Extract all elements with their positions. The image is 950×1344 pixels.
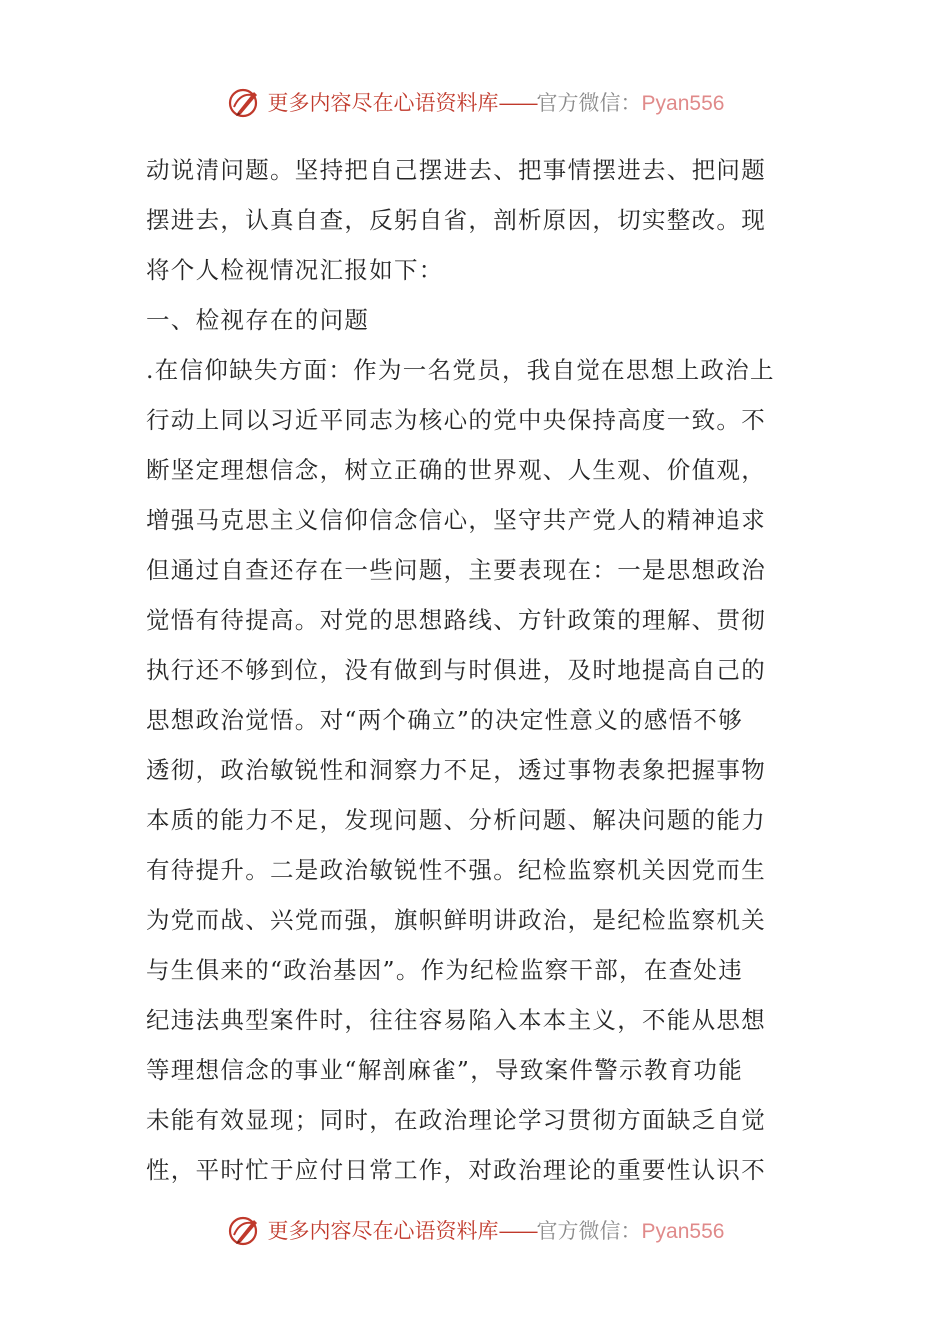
section-heading: 一、检视存在的问题 [146, 306, 370, 334]
body-line-11: 执行还不够到位，没有做到与时俱进，及时地提高自己的 [146, 656, 766, 684]
footer-banner [0, 1211, 950, 1251]
header-separator: —— [498, 90, 537, 115]
body-line-19: 等理想信念的事业“解剖麻雀”，导致案件警示教育功能 [146, 1056, 744, 1084]
body-line-14: 本质的能力不足，发现问题、分析问题、解决问题的能力 [146, 806, 766, 834]
body-line-10: 觉悟有待提高。对党的思想路线、方针政策的理解、贯彻 [146, 606, 766, 634]
body-line-12: 思想政治觉悟。对“两个确立”的决定性意义的感悟不够 [146, 706, 744, 734]
body-line-21: 性，平时忙于应付日常工作，对政治理论的重要性认识不 [146, 1156, 766, 1184]
body-line-9: 但通过自查还存在一些问题，主要表现在：一是思想政治 [146, 556, 766, 584]
body-line-18: 纪违法典型案件时，往往容易陷入本本主义，不能从思想 [146, 1006, 766, 1034]
body-line-8: 增强马克思主义信仰信念信心，坚守共产党人的精神追求 [146, 506, 766, 534]
body-line-5: .在信仰缺失方面：作为一名党员，我自觉在思想上政治上 [146, 356, 775, 384]
footer-site-name: 更多内容尽在心语资料库 [267, 1218, 499, 1243]
header-account-label: 官方微信： [536, 90, 642, 115]
body-line-2: 摆进去，认真自查，反躬自省，剖析原因，切实整改。现 [146, 206, 766, 234]
body-line-15: 有待提升。二是政治敏锐性不强。纪检监察机关因党而生 [146, 856, 766, 884]
header-banner [0, 83, 950, 123]
body-line-6: 行动上同以习近平同志为核心的党中央保持高度一致。不 [146, 406, 766, 434]
body-line-16: 为党而战、兴党而强，旗帜鲜明讲政治，是纪检监察机关 [146, 906, 766, 934]
document-body [146, 145, 806, 1195]
footer-account-label: 官方微信： [536, 1218, 642, 1243]
body-line-17: 与生俱来的“政治基因”。作为纪检监察干部，在查处违 [146, 956, 744, 984]
header-site-name: 更多内容尽在心语资料库 [267, 90, 499, 115]
footer-account-id: Pyan556 [641, 1219, 725, 1243]
body-line-13: 透彻，政治敏锐性和洞察力不足，透过事物表象把握事物 [146, 756, 766, 784]
body-line-20: 未能有效显现；同时，在政治理论学习贯彻方面缺乏自觉 [146, 1106, 766, 1134]
body-line-1: 动说清问题。坚持把自己摆进去、把事情摆进去、把问题 [146, 156, 766, 184]
header-account-id: Pyan556 [641, 91, 725, 115]
header-banner-text [268, 83, 725, 124]
body-line-3: 将个人检视情况汇报如下： [146, 256, 444, 284]
footer-separator: —— [498, 1218, 537, 1243]
pen-swirl-logo-icon [226, 1213, 262, 1249]
pen-swirl-logo-icon [226, 85, 262, 121]
body-line-7: 断坚定理想信念，树立正确的世界观、人生观、价值观， [146, 456, 766, 484]
footer-banner-text [268, 1211, 725, 1252]
